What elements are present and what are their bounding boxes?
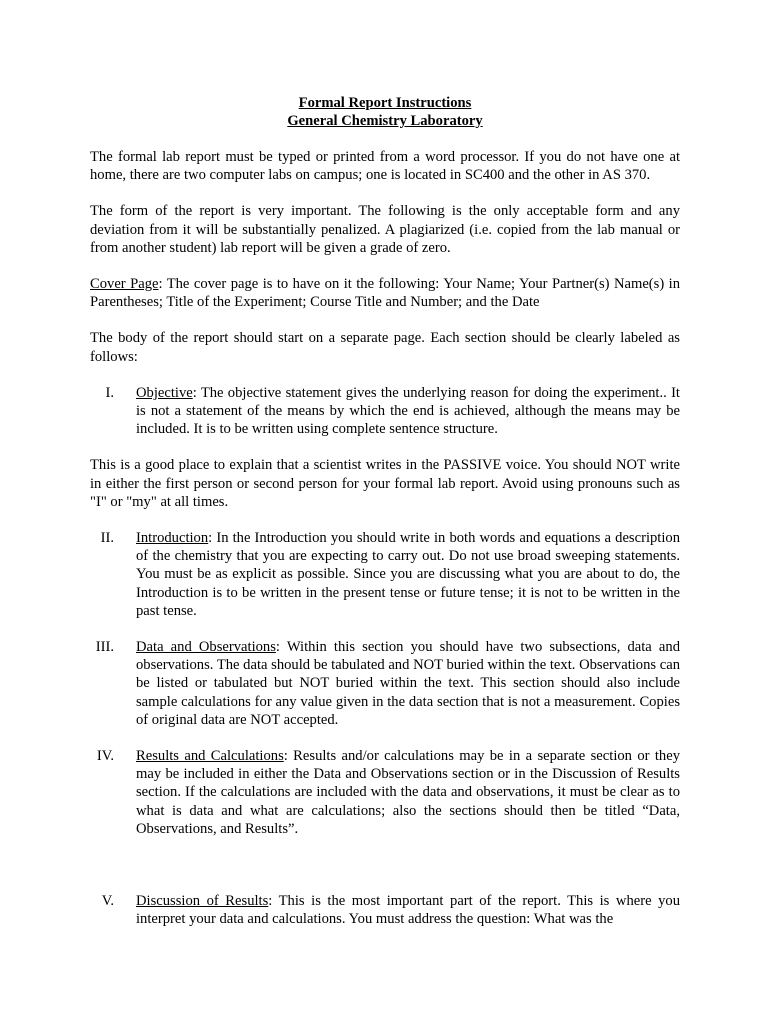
passive-voice-paragraph: This is a good place to explain that a scientist writes in the PASSIVE voice. You should NOT write in either the first person or second person for your formal lab report. Avoid using pronouns such as "I" or "my" at all times.: [90, 457, 680, 510]
cover-page-label: Cover Page: [90, 276, 159, 293]
section-text: : Results and/or calculations may be in a separate section or they may be included in either the Data and Observations section or in the Discussion of Results section. If the calculations are included with the data and observations, it must be clear as to what is data and what are calculations; also the sections should then be titled “Data, Observations, and Results”.: [136, 748, 680, 837]
title-line-1: Formal Report Instructions: [298, 95, 472, 111]
section-text: : In the Introduction you should write in both words and equations a description of the chemistry that you are expecting to carry out. Do not use broad sweeping statements. You must be as explicit as possible. Since you are discussing what you are about to do, the Introduction is to be written in the present tense or future tense; it is not to be written in the past tense.: [136, 530, 680, 619]
section-results-calculations: [90, 747, 680, 838]
section-label: Data and Observations: [136, 639, 276, 656]
section-number: IV.: [96, 748, 114, 765]
intro-paragraph-1: The formal lab report must be typed or printed from a word processor. If you do not have one at home, there are two computer labs on campus; one is located in SC400 and the other in AS 370.: [90, 149, 680, 184]
body-paragraph: The body of the report should start on a separate page. Each section should be clearly labeled as follows:: [90, 330, 680, 365]
section-number: II.: [100, 530, 114, 547]
section-label: Discussion of Results: [136, 893, 269, 910]
section-number: III.: [95, 639, 114, 656]
section-introduction: [90, 529, 680, 620]
section-label: Introduction: [136, 530, 209, 547]
section-objective: [90, 384, 680, 439]
cover-page-paragraph: [90, 275, 680, 311]
section-number: I.: [105, 384, 114, 401]
section-text: : The objective statement gives the underlying reason for doing the experiment.. It is not a statement of the means by which the end is achieved, although the means may be included. It is to be written using complete sentence structure.: [136, 384, 680, 438]
section-data-observations: [90, 638, 680, 729]
section-label: Results and Calculations: [136, 748, 284, 765]
document-page: [90, 94, 680, 929]
section-label: Objective: [136, 384, 193, 401]
intro-paragraph-2: The form of the report is very important. The following is the only acceptable form and any deviation from it will be substantially penalized. A plagiarized (i.e. copied from the lab manual or from another student) lab report will be given a grade of zero.: [90, 203, 680, 256]
title-line-2: General Chemistry Laboratory: [287, 113, 483, 129]
section-text: : Within this section you should have two subsections, data and observations. The data should be tabulated and NOT buried within the text. Observations can be listed or tabulated but NOT buried within the text. This section should also include sample calculations for any value given in the data section that is not a measurement. Copies of original data are NOT accepted.: [136, 639, 680, 728]
section-text: : This is the most important part of the report. This is where you interpret your data and calculations. You must address the question: What was the: [136, 893, 681, 928]
section-number: V.: [101, 893, 114, 910]
section-discussion: [90, 892, 680, 928]
cover-page-text: : The cover page is to have on it the following: Your Name; Your Partner(s) Name(s) in Parentheses; Title of the Experiment; Course Title and Number; and the Date: [90, 276, 680, 311]
